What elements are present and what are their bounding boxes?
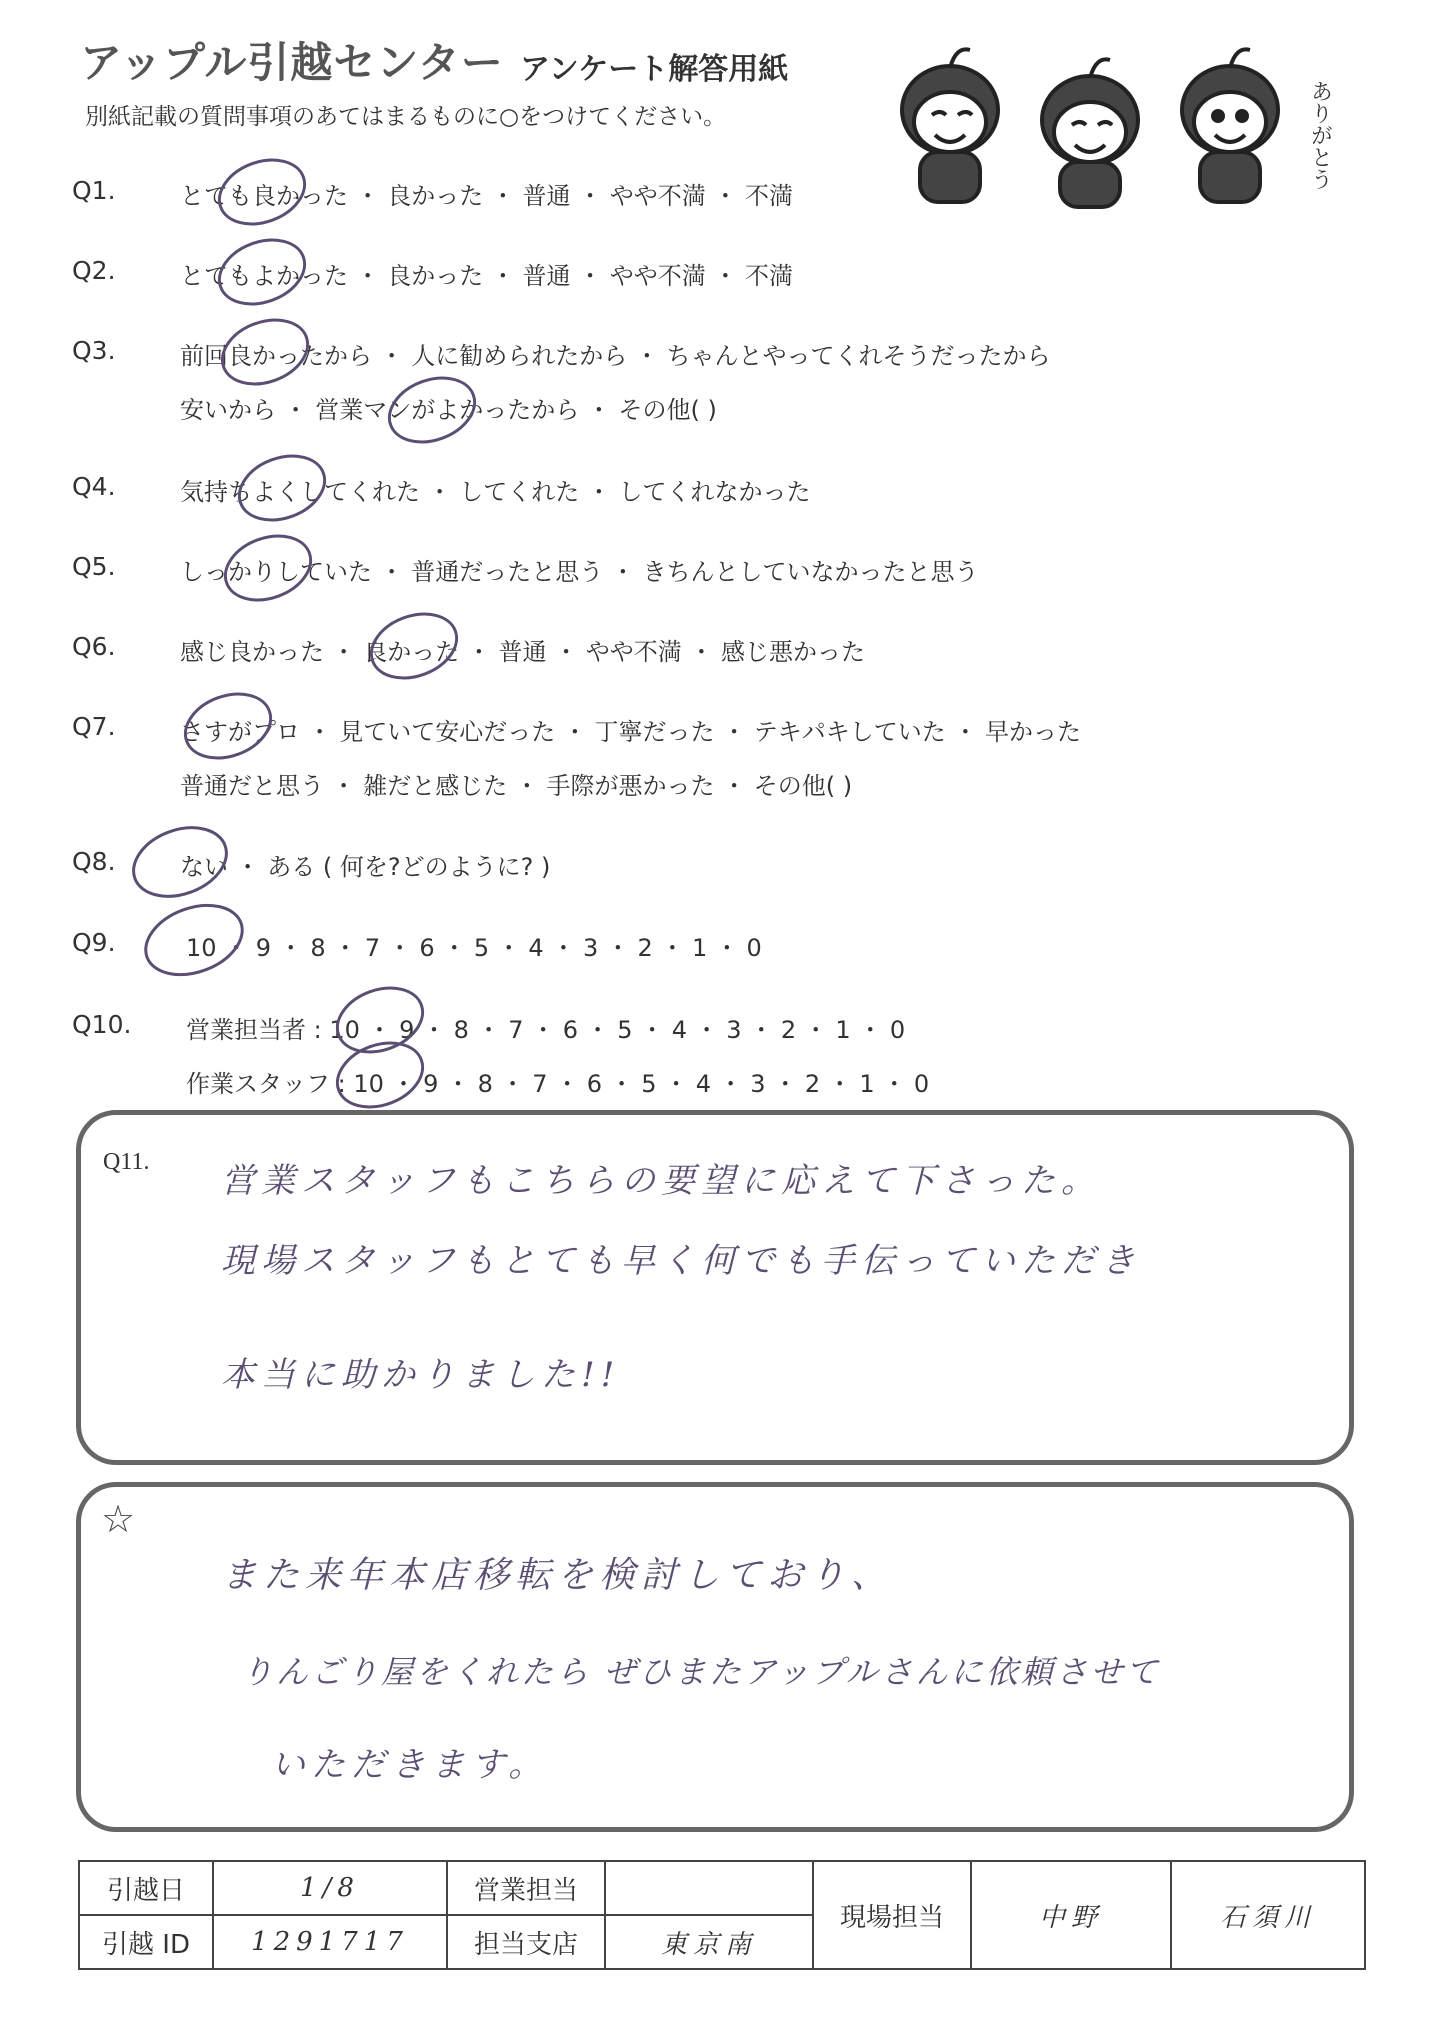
q2-circle [210,229,313,315]
q9-circle [136,893,252,987]
q11-line3: 本当に助かりました!! [221,1355,621,1395]
star-line1: また来年本店移転を検討しており、 [221,1555,894,1596]
site-rep-value-2: 石須川 [1171,1861,1365,1969]
q9-scale: 10 ・ 9 ・ 8 ・ 7 ・ 6 ・ 5 ・ 4 ・ 3 ・ 2 ・ 1 ・ 0 [186,934,762,962]
q7-circle [176,683,279,769]
q6-circle [362,603,465,689]
company-title: アップル引越センター [80,38,504,87]
site-rep-value-1: 中野 [971,1861,1171,1969]
star-icon: ☆ [101,1497,136,1541]
sales-rep-value [605,1861,813,1915]
q8-options: ない ・ ある ( 何を?どのように? ) [180,853,551,881]
q11-comment-box [76,1110,1354,1465]
q5-options: しっかりしていた ・ 普通だったと思う ・ きちんとしていなかったと思う [180,558,979,586]
q5-circle [216,525,319,611]
moving-id-label: 引越 ID [79,1915,213,1969]
q7-label: Q7. [72,712,116,741]
q3-circle [213,309,316,395]
q7-options-line2: 普通だと思う ・ 雑だと感じた ・ 手際が悪かった ・ その他( ) [180,772,853,800]
additional-comment-box [76,1482,1354,1832]
q4-options: 気持ちよくしてくれた ・ してくれた ・ してくれなかった [180,478,811,506]
q11-label: Q11. [103,1149,150,1175]
q9-label: Q9. [72,928,116,957]
footer-info-table [78,1860,1366,1970]
q4-label: Q4. [72,472,116,501]
q3-options-line1: 前回良かったから ・ 人に勧められたから ・ ちゃんとやってくれそうだったから [180,342,1051,370]
sales-rep-label: 営業担当 [447,1861,605,1915]
q3-label: Q3. [72,336,116,365]
q3-circle-2 [380,367,483,453]
instruction-text: 別紙記載の質問事項のあてはまるものに○をつけてください。 [85,104,727,130]
q5-label: Q5. [72,552,116,581]
q4-circle [230,445,333,531]
form-subtitle: アンケート解答用紙 [520,52,789,87]
q10-sales-scale: 営業担当者 : 10 ・ 9 ・ 8 ・ 7 ・ 6 ・ 5 ・ 4 ・ 3 ・ 2 ・ 1 ・ 0 [186,1016,906,1044]
q6-label: Q6. [72,632,116,661]
q7-options-line1: さすがプロ ・ 見ていて安心だった ・ 丁寧だった ・ テキパキしていた ・ 早かった [180,718,1082,746]
q1-options: とても良かった ・ 良かった ・ 普通 ・ やや不満 ・ 不満 [180,182,794,210]
q2-label: Q2. [72,256,116,285]
thanks-text: ありがとう [1307,80,1333,190]
q1-label: Q1. [72,176,116,205]
q6-options: 感じ良かった ・ 良かった ・ 普通 ・ やや不満 ・ 感じ悪かった [180,638,866,666]
q3-options-line2: 安いから ・ 営業マンがよかったから ・ その他( ) [180,396,717,424]
branch-label: 担当支店 [447,1915,605,1969]
branch-value: 東京南 [605,1915,813,1969]
q8-label: Q8. [72,847,116,876]
q11-line1: 営業スタッフもこちらの要望に応えて下さった。 [221,1161,1101,1201]
site-rep-label: 現場担当 [813,1861,971,1969]
star-line3: いただきます。 [271,1745,549,1785]
q10-label: Q10. [72,1010,132,1039]
moving-id-value: 1291717 [213,1915,447,1969]
moving-date-label: 引越日 [79,1861,213,1915]
q8-circle [124,816,236,909]
star-line2: りんごり屋をくれたら ぜひまたアップルさんに依頼させて [241,1653,1161,1691]
q10-staff-scale: 作業スタッフ : 10 ・ 9 ・ 8 ・ 7 ・ 6 ・ 5 ・ 4 ・ 3 ・ 2 ・ 1 ・ 0 [186,1070,930,1098]
q2-options: とてもよかった ・ 良かった ・ 普通 ・ やや不満 ・ 不満 [180,262,794,290]
q1-circle [210,149,313,235]
q11-line2: 現場スタッフもとても早く何でも手伝っていただき [221,1241,1141,1281]
moving-date-value: 1/8 [213,1861,447,1915]
